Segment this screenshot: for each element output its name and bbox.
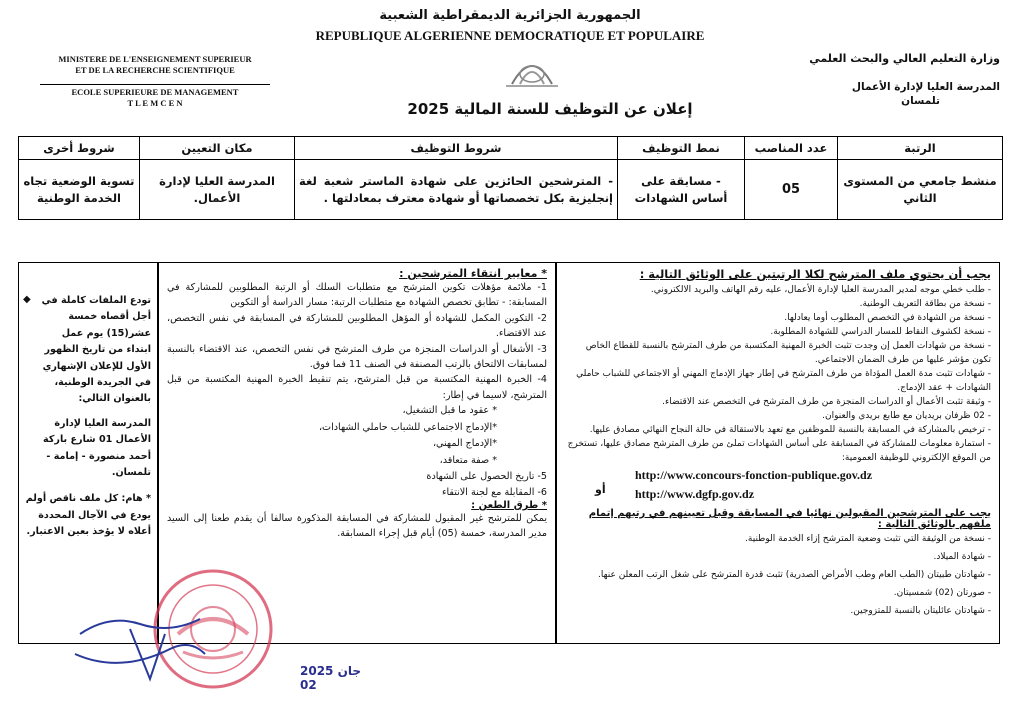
or-label: أو	[595, 483, 606, 496]
deposit-address: المدرسة العليا لإدارة الأعمال 01 شارع باركة أحمد منصورة - إمامة - تلمسان.	[43, 417, 151, 479]
school-logo	[492, 44, 572, 90]
announcement-title: إعلان عن التوظيف للسنة المالية 2025	[407, 100, 693, 118]
ministry-name-fr: MINISTERE DE L'ENSEIGNEMENT SUPERIEUR ET DE LA RECHERCHE SCIENTIFIQUE	[58, 54, 252, 75]
list-item: - شهادتان طبيتان (الطب العام وطب الأمراض الصدرية) تثبت قدرة المترشح على شغل الرتب المعلن عنها.	[598, 570, 991, 580]
criteria-list	[167, 280, 547, 403]
list-item: 2- التكوين المكمل للشهادة أو المؤهل المطلوبين للمشاركة في المسابقة في نفس التخصص، عند الاقتضاء.	[167, 312, 547, 340]
appeal-title: * طرق الطعن :	[471, 500, 547, 512]
list-item: - استمارة معلومات للمشاركة في المسابقة على أساس الشهادات تملئ من طرف المترشح مصادق عليها، تستخرج من الموقع الإلكتروني للوظيفة العمومية:	[567, 439, 991, 463]
announcement-date: 2025 جان 02	[300, 664, 361, 692]
deposit-text: تودع الملفات كاملة في أجل أقصاه خمسة عشر(15) يوم عمل ابتداء من تاريخ الظهور الأول للإعلان الإشهاري في الجريدة الوطنية، بالعنوان التالي:	[41, 295, 151, 405]
list-item: 3- الأشغال أو الدراسات المنجزة من طرف المترشح في نفس التخصص، عند الاقتضاء بالنسبة لمسابقات الالتحاق بالرتب المصنفة في الصنف 11 فما فوق.	[167, 343, 547, 371]
cell-other: تسوية الوضعية تجاه الخدمة الوطنية	[19, 160, 140, 220]
list-item: - نسخة من الوثيقة التي تثبت وضعية المترشح إزاء الخدمة الوطنية.	[745, 534, 991, 544]
appeal-text: يمكن للمترشح غير المقبول للمشاركة في المسابقة المذكورة سالفا أن يقدم طعنا إلى السيد مدير المدرسة، خمسة (05) أيام قبل إجراء المسابقة.	[167, 513, 547, 540]
header-other: شروط أخرى	[19, 137, 140, 160]
url-dgfp[interactable]: http://www.dgfp.gov.dz	[635, 487, 755, 501]
list-item: *الإدماج الاجتماعي للشباب حاملي الشهادات،	[318, 421, 497, 433]
criteria-title: * معايير انتقاء المترشحين :	[399, 267, 547, 280]
list-item: - شهادات تثبت مدة العمل المؤداة من طرف المترشح في إطار جهاز الإدماج المهني أو الاجتماعي للشباب حاملي الشهادات + عقد الإدماج.	[576, 369, 991, 393]
header-positions: عدد المناصب	[745, 137, 838, 160]
table-row	[19, 160, 1003, 220]
republic-title-fr: REPUBLIQUE ALGERIENNE DEMOCRATIQUE ET POPULAIRE	[315, 28, 705, 43]
deposit-section	[18, 262, 158, 644]
documents-title: يجب أن يحتوي ملف المترشح لكلا الرتبتين على الوثائق التالية :	[639, 267, 991, 281]
school-name-fr: ECOLE SUPERIEURE DE MANAGEMENT T L E M C E N	[40, 84, 270, 109]
table-header-row	[19, 137, 1003, 160]
list-item: - شهادة الميلاد.	[933, 552, 991, 562]
list-item: - نسخة من الشهادة في التخصص المطلوب أوما يعادلها.	[784, 313, 991, 323]
cell-grade: منشط جامعي من المستوى الثاني	[838, 160, 1003, 220]
ministry-name-ar: وزارة التعليم العالي والبحث العلمي	[809, 52, 1000, 65]
cell-positions: 05	[745, 160, 838, 220]
republic-title-ar: الجمهورية الجزائرية الديمقراطية الشعبية	[379, 8, 641, 23]
list-item: 4- الخبرة المهنية المكتسبة من قبل المترشح، يتم تنقيط الخبرة المهنية المكتسبة من قبل المترشح، لاسيما في إطار:	[167, 374, 547, 401]
list-item: - نسخة من شهادات العمل إن وجدت تثبت الخبرة المهنية المكتسبة من طرف المترشح بالنسبة للقطاع الخاص تكون مؤشر عليها من طرف الضمان الاجتماعي.	[585, 341, 991, 365]
list-item: - نسخة من بطاقة التعريف الوطنية.	[859, 299, 991, 309]
criteria-sub-list	[167, 403, 547, 469]
url-concours[interactable]: http://www.concours-fonction-publique.gov.dz	[635, 468, 873, 482]
list-item: - ترخيص بالمشاركة في المسابقة بالنسبة للموظفين مع تعهد بالاستقالة في حالة النجاح النهائي مصادق عليها.	[589, 425, 991, 435]
list-item: 6- المقابلة مع لجنة الانتقاء	[441, 486, 547, 498]
header-grade: الرتبة	[838, 137, 1003, 160]
cell-conditions: - المترشحين الحائزين على شهادة الماستر شعبة لغة إنجليزية بكل تخصصاتها أو شهادة معترف بمعادلتها .	[295, 160, 618, 220]
cell-mode: - مسابقة على أساس الشهادات	[618, 160, 745, 220]
documents-list	[565, 283, 991, 465]
list-item: - وثيقة تثبت الأعمال أو الدراسات المنجزة من طرف المترشح في التخصص عند الاقتضاء.	[662, 397, 991, 407]
school-name-ar: المدرسة العليا لإدارة الأعمال تلمسان	[851, 81, 1000, 107]
recruitment-table	[18, 136, 1003, 220]
list-item: *الإدماج المهني،	[432, 438, 497, 450]
list-item: 1- ملائمة مؤهلات تكوين المترشح مع متطلبات السلك أو الرتبة المطلوبين للمشاركة في المسابقة: - تطابق تخصص الشهادة مع متطلبات الرتبة: مسار الدراسة أو التكوين	[167, 282, 547, 309]
list-item: - نسخة لكشوف النقاط للمسار الدراسي للشهادة المطلوبة.	[770, 327, 991, 337]
cell-place: المدرسة العليا لإدارة الأعمال.	[140, 160, 295, 220]
list-item: * صفة متعاقد،	[439, 454, 497, 466]
list-item: * عقود ما قبل التشغيل،	[402, 405, 497, 417]
header-place: مكان التعيين	[140, 137, 295, 160]
final-documents-title: يجب على المترشحين المقبولين نهائيا في المسابقة وقبل تعيينهم في رتبهم إتمام ملفهم بالوثائق التالية :	[588, 508, 991, 530]
header-conditions: شروط التوظيف	[295, 137, 618, 160]
final-documents-list	[565, 530, 991, 620]
list-item: - 02 ظرفان بريديان مع طابع بريدي والعنوان.	[822, 411, 991, 421]
list-item: - طلب خطي موجه لمدير المدرسة العليا لإدارة الأعمال، عليه رقم الهاتف والبريد الالكتروني.	[650, 285, 991, 295]
list-item: - شهادتان عائليتان بالنسبة للمتزوجين.	[850, 606, 991, 616]
list-item: - صورتان (02) شمسيتان.	[893, 588, 991, 598]
bullet-icon: ◆	[23, 294, 31, 305]
documents-section	[556, 262, 1000, 644]
signature	[70, 594, 210, 684]
list-item: 5- تاريخ الحصول على الشهادة	[426, 471, 547, 483]
header-mode: نمط التوظيف	[618, 137, 745, 160]
important-note: * هام: كل ملف ناقص أولم يودع في الآجال المحددة أعلاه لا يؤخذ بعين الاعتبار.	[25, 493, 151, 538]
